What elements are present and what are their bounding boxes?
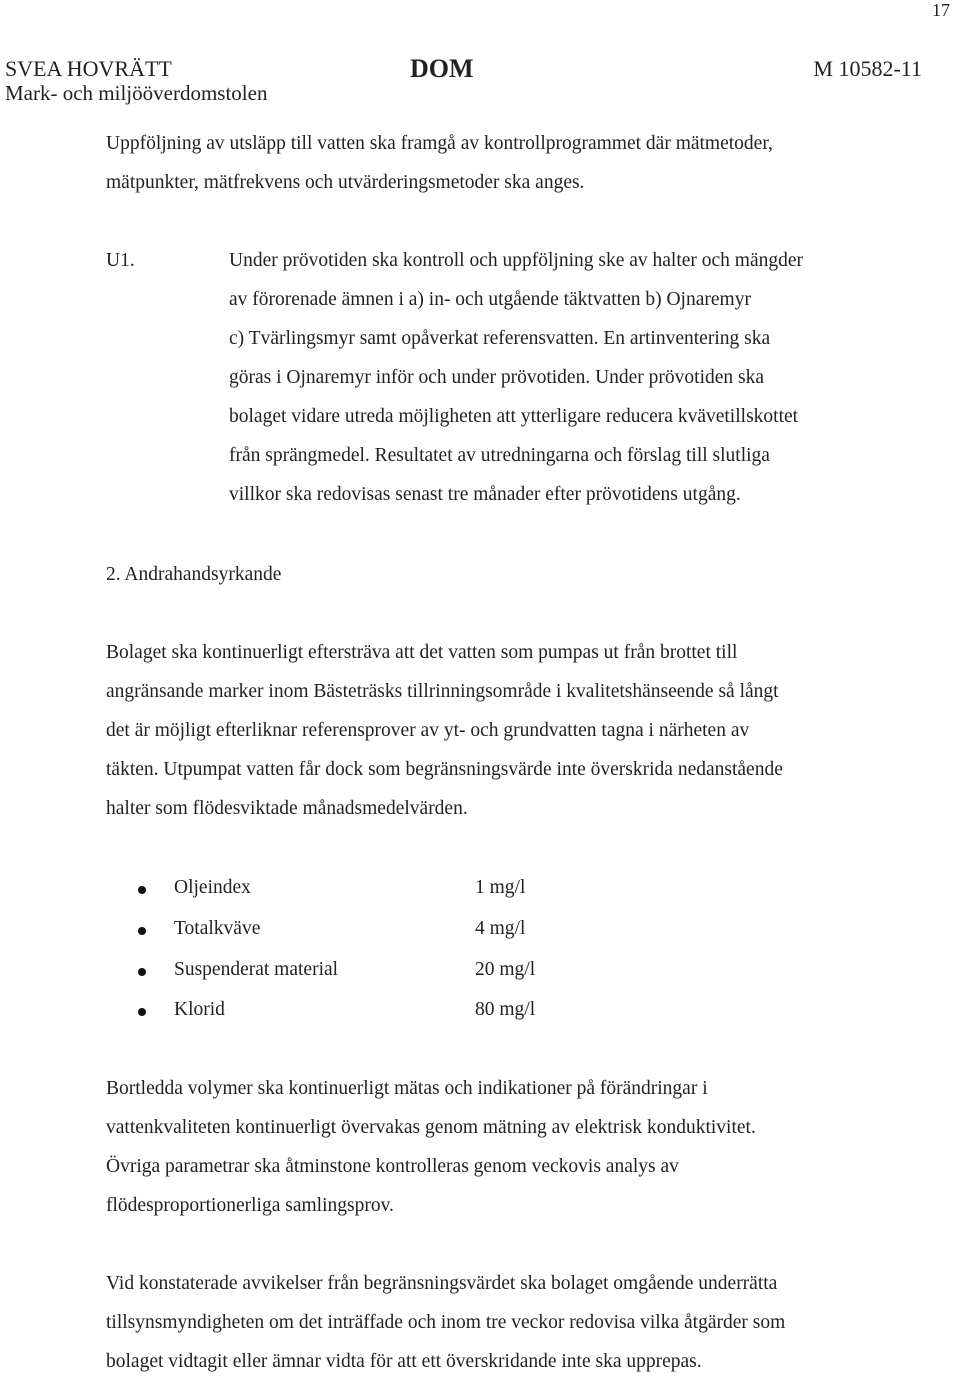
parameter-value: 20 mg/l (475, 959, 536, 980)
bullet-icon (138, 968, 146, 976)
parameter-value: 4 mg/l (475, 918, 526, 939)
court-division: Mark- och miljööverdomstolen (5, 81, 268, 105)
text-line: bolaget vidare utreda möjligheten att ytterligare reducera kvävetillskottet (229, 406, 799, 427)
text-line: Övriga parametrar ska åtminstone kontrolleras genom veckovis analys av (106, 1156, 679, 1177)
text-line: angränsande marker inom Bästeträsks tillrinningsområde i kvalitetshänseende så långt (106, 681, 779, 702)
text-line: av förorenade ämnen i a) in- och utgående täktvatten b) Ojnaremyr (229, 289, 751, 310)
text-line: tillsynsmyndigheten om det inträffade och inom tre veckor redovisa vilka åtgärder som (106, 1312, 786, 1333)
text-line: Under prövotiden ska kontroll och uppföljning ske av halter och mängder (229, 250, 804, 271)
parameter-value: 1 mg/l (475, 877, 526, 898)
page-number: 17 (932, 0, 950, 20)
parameter-name: Oljeindex (174, 877, 251, 898)
text-line: flödesproportionerliga samlingsprov. (106, 1195, 394, 1216)
clause-label: U1. (106, 250, 135, 271)
text-line: från sprängmedel. Resultatet av utredningarna och förslag till slutliga (229, 445, 770, 466)
text-line: bolaget vidtagit eller ämnar vidta för att ett överskridande inte ska upprepas. (106, 1351, 702, 1372)
text-line: villkor ska redovisas senast tre månader efter prövotidens utgång. (229, 484, 741, 505)
bullet-icon (138, 1008, 146, 1016)
parameter-value: 80 mg/l (475, 999, 536, 1020)
bullet-icon (138, 927, 146, 935)
bullet-icon (138, 886, 146, 894)
text-line: göras i Ojnaremyr inför och under prövotiden. Under prövotiden ska (229, 367, 765, 388)
parameter-name: Totalkväve (174, 918, 261, 939)
text-line: Vid konstaterade avvikelser från begränsningsvärdet ska bolaget omgående underrätta (106, 1273, 778, 1294)
text-line: Bolaget ska kontinuerligt eftersträva att det vatten som pumpas ut från brottet till (106, 642, 738, 663)
text-line: Bortledda volymer ska kontinuerligt mätas och indikationer på förändringar i (106, 1078, 708, 1099)
text-line: det är möjligt efterliknar referensprover av yt- och grundvatten tagna i närheten av (106, 720, 750, 741)
section-heading: 2. Andrahandsyrkande (106, 564, 282, 585)
parameter-name: Suspenderat material (174, 959, 339, 980)
text-line: täkten. Utpumpat vatten får dock som begränsningsvärde inte överskrida nedanstående (106, 759, 783, 780)
text-line: Uppföljning av utsläpp till vatten ska framgå av kontrollprogrammet där mätmetoder, (106, 133, 773, 154)
court-name: SVEA HOVRÄTT (5, 56, 172, 81)
parameter-name: Klorid (174, 999, 225, 1020)
case-number: M 10582-11 (813, 56, 922, 81)
text-line: c) Tvärlingsmyr samt opåverkat referensvatten. En artinventering ska (229, 328, 771, 349)
text-line: mätpunkter, mätfrekvens och utvärderingsmetoder ska anges. (106, 172, 585, 193)
document-type: DOM (410, 54, 474, 83)
text-line: halter som flödesviktade månadsmedelvärden. (106, 798, 468, 819)
text-line: vattenkvaliteten kontinuerligt övervakas genom mätning av elektrisk konduktivitet. (106, 1117, 756, 1138)
